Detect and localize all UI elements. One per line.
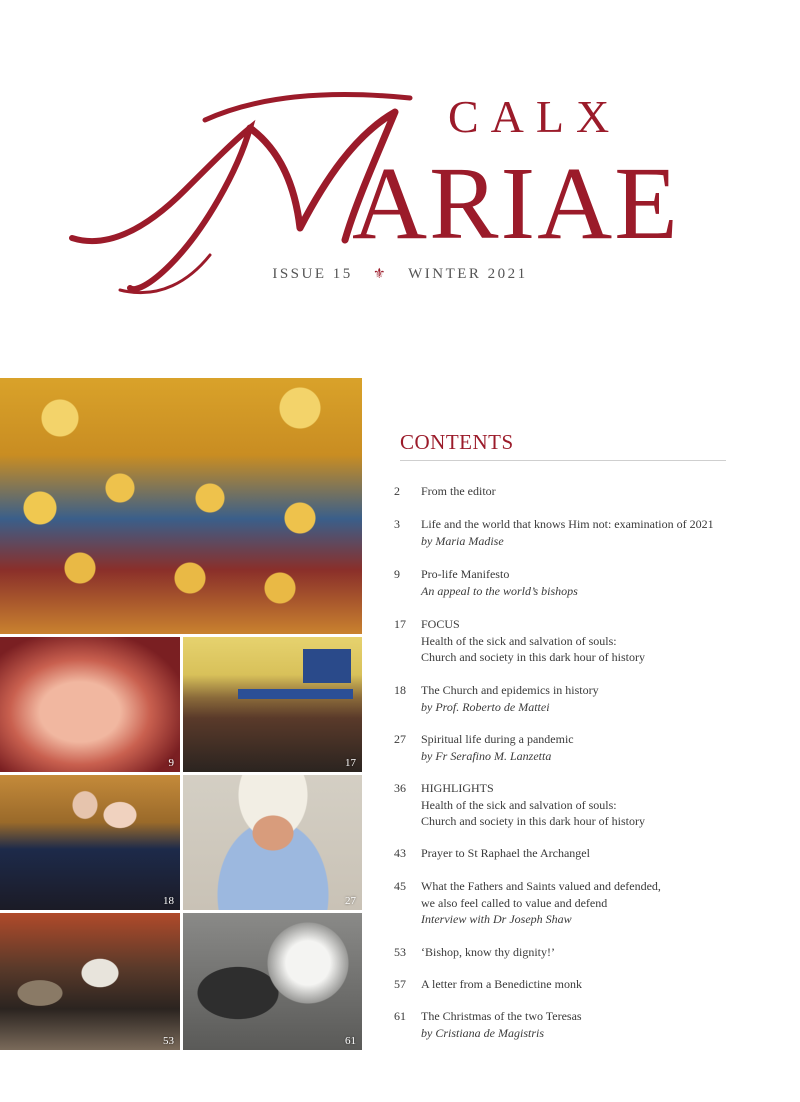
toc-title: Life and the world that knows Him not: examination of 2021: [421, 517, 714, 531]
unborn-child-photo: [0, 637, 180, 772]
toc-entry[interactable]: [394, 516, 774, 549]
title-mariae: ARIAE: [352, 146, 680, 261]
toc-page-number: 17: [394, 617, 406, 631]
title-calx: CALX: [448, 91, 622, 142]
toc-entry[interactable]: [394, 944, 774, 961]
toc-title: The Church and epidemics in history: [421, 683, 599, 697]
toc-section-label: HIGHLIGHTS: [421, 781, 494, 795]
toc-page-number: 3: [394, 517, 400, 531]
issue-number: ISSUE 15: [272, 266, 353, 282]
toc-entry[interactable]: [394, 616, 774, 666]
toc-title: Health of the sick and salvation of souls:: [421, 633, 617, 648]
man-in-hat-photo: [183, 775, 362, 910]
toc-title: Spiritual life during a pandemic: [421, 732, 574, 746]
issue-line: [0, 266, 800, 283]
toc-page-number: 61: [394, 1009, 406, 1023]
toc-title: Pro-life Manifesto: [421, 567, 510, 581]
conference-hall-photo: [183, 637, 362, 772]
toc-title: From the editor: [421, 484, 496, 498]
toc-entry[interactable]: [394, 731, 774, 764]
toc-page-number: 9: [394, 567, 400, 581]
contents-divider: [400, 460, 726, 461]
toc-title: Prayer to St Raphael the Archangel: [421, 846, 590, 860]
toc-title: ‘Bishop, know thy dignity!’: [421, 945, 555, 959]
toc-page-number: 43: [394, 846, 406, 860]
photo-page-label: 61: [345, 1035, 356, 1047]
toc-entry[interactable]: [394, 976, 774, 993]
toc-title: we also feel called to value and defend: [421, 895, 608, 910]
toc-title: Church and society in this dark hour of history: [421, 814, 645, 828]
toc-page-number: 53: [394, 945, 406, 959]
toc-page-number: 18: [394, 683, 406, 697]
toc-entry[interactable]: [394, 878, 774, 928]
panel-speakers-photo: [0, 775, 180, 910]
bishops-painting: [0, 913, 180, 1050]
toc-entry[interactable]: [394, 566, 774, 599]
fra-angelico-saints-painting: [0, 378, 362, 634]
toc-section-label: FOCUS: [421, 617, 460, 631]
toc-entry[interactable]: [394, 682, 774, 715]
toc-byline: Interview with Dr Joseph Shaw: [421, 912, 572, 926]
toc-title: Church and society in this dark hour of history: [421, 650, 645, 664]
toc-byline: by Cristiana de Magistris: [421, 1025, 545, 1040]
toc-page-number: 2: [394, 484, 400, 498]
toc-byline: by Maria Madise: [421, 533, 504, 548]
toc-entry[interactable]: [394, 780, 774, 830]
toc-title: What the Fathers and Saints valued and defended,: [421, 879, 661, 893]
toc-page-number: 45: [394, 879, 406, 893]
masthead: [0, 0, 800, 330]
fleur-de-lis-icon: ⚜: [373, 267, 389, 282]
photo-page-label: 27: [345, 895, 356, 907]
toc-title: The Christmas of the two Teresas: [421, 1009, 582, 1023]
contents-heading: CONTENTS: [400, 430, 514, 454]
photo-page-label: 17: [345, 757, 356, 769]
photo-page-label: 53: [163, 1035, 174, 1047]
toc-entry[interactable]: [394, 483, 774, 500]
photo-collage: [0, 378, 362, 1050]
photo-page-label: 9: [168, 757, 174, 769]
toc-byline: by Prof. Roberto de Mattei: [421, 699, 550, 714]
photo-page-label: 18: [163, 895, 174, 907]
toc-byline: by Fr Serafino M. Lanzetta: [421, 748, 552, 763]
toc-title: Health of the sick and salvation of souls:: [421, 797, 617, 812]
issue-season: WINTER 2021: [408, 266, 528, 282]
toc-title: A letter from a Benedictine monk: [421, 977, 582, 991]
toc-entry[interactable]: [394, 845, 774, 862]
toc-entry[interactable]: [394, 1008, 774, 1041]
toc-page-number: 36: [394, 781, 406, 795]
toc-page-number: 57: [394, 977, 406, 991]
toc-byline: An appeal to the world’s bishops: [421, 583, 578, 598]
two-teresas-engraving: [183, 913, 362, 1050]
toc-page-number: 27: [394, 732, 406, 746]
